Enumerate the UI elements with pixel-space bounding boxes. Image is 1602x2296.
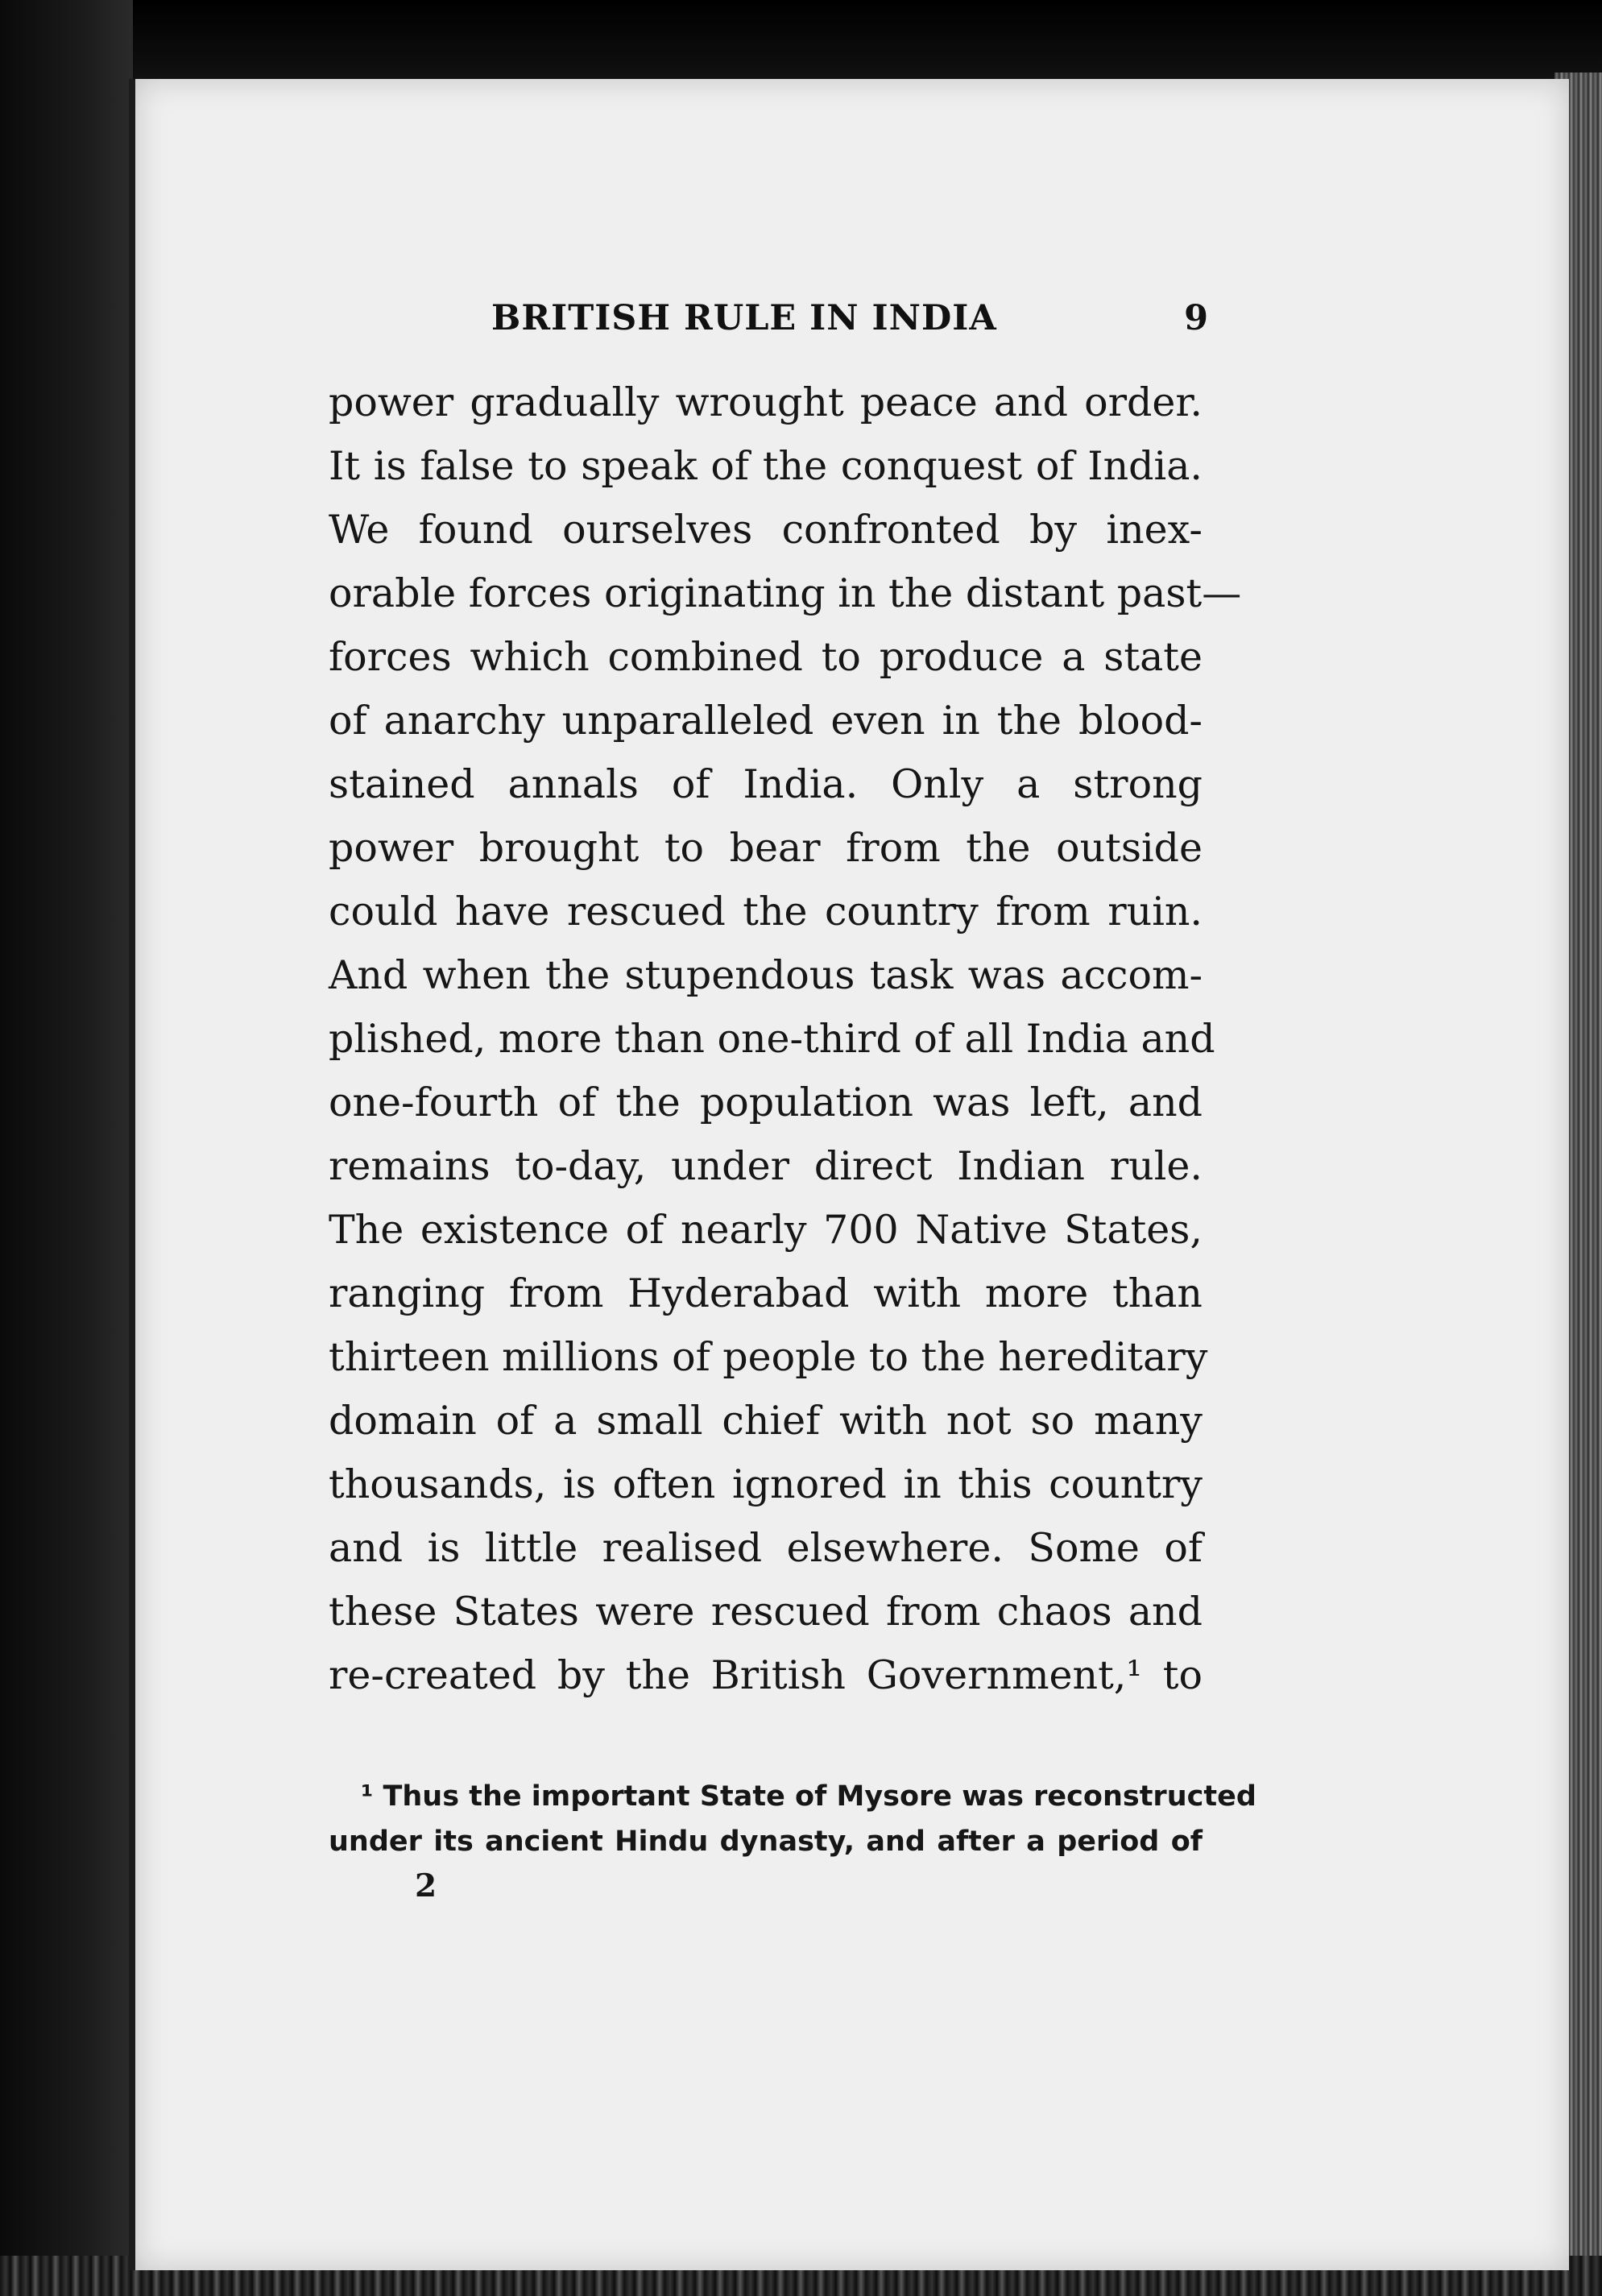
text-line: re-created by the British Government,¹ to xyxy=(329,1652,1203,1698)
body-text xyxy=(329,371,1242,1707)
footnote-line: under its ancient Hindu dynasty, and after a period of xyxy=(329,1826,1203,1858)
text-line: ranging from Hyderabad with more than xyxy=(329,1270,1203,1316)
text-line: And when the stupendous task was accom- xyxy=(329,952,1203,998)
text-line: remains to-day, under direct Indian rule. xyxy=(329,1143,1203,1189)
text-line: could have rescued the country from ruin. xyxy=(329,889,1203,935)
footnote-line: ¹ Thus the important State of Mysore was reconstructed xyxy=(361,1780,1256,1813)
page-number: 9 xyxy=(1184,298,1208,338)
text-line: thousands, is often ignored in this country xyxy=(329,1461,1203,1507)
page-header xyxy=(491,298,1208,346)
text-line: We found ourselves confronted by inex- xyxy=(329,507,1203,553)
text-line: stained annals of India. Only a strong xyxy=(329,761,1203,807)
text-line: and is little realised elsewhere. Some of xyxy=(329,1525,1203,1571)
signature-mark: 2 xyxy=(415,1867,437,1904)
text-line: orable forces originating in the distant past— xyxy=(329,570,1242,616)
text-line: these States were rescued from chaos and xyxy=(329,1589,1203,1635)
running-head: BRITISH RULE IN INDIA xyxy=(491,298,997,338)
text-line: thirteen millions of people to the hereditary xyxy=(329,1334,1208,1380)
text-line: power brought to bear from the outside xyxy=(329,825,1203,871)
text-line: The existence of nearly 700 Native States, xyxy=(329,1207,1203,1253)
text-line: It is false to speak of the conquest of India. xyxy=(329,443,1203,489)
left-page-edge xyxy=(0,0,133,2296)
text-line: forces which combined to produce a state xyxy=(329,634,1203,680)
text-line: plished, more than one-third of all India and xyxy=(329,1016,1215,1062)
scan-top-border xyxy=(0,0,1602,81)
text-line: of anarchy unparalleled even in the blood- xyxy=(329,698,1203,744)
text-line: one-fourth of the population was left, and xyxy=(329,1080,1203,1125)
text-line: domain of a small chief with not so many xyxy=(329,1398,1203,1444)
footnote xyxy=(329,1774,1256,1864)
text-line: power gradually wrought peace and order. xyxy=(329,379,1203,425)
